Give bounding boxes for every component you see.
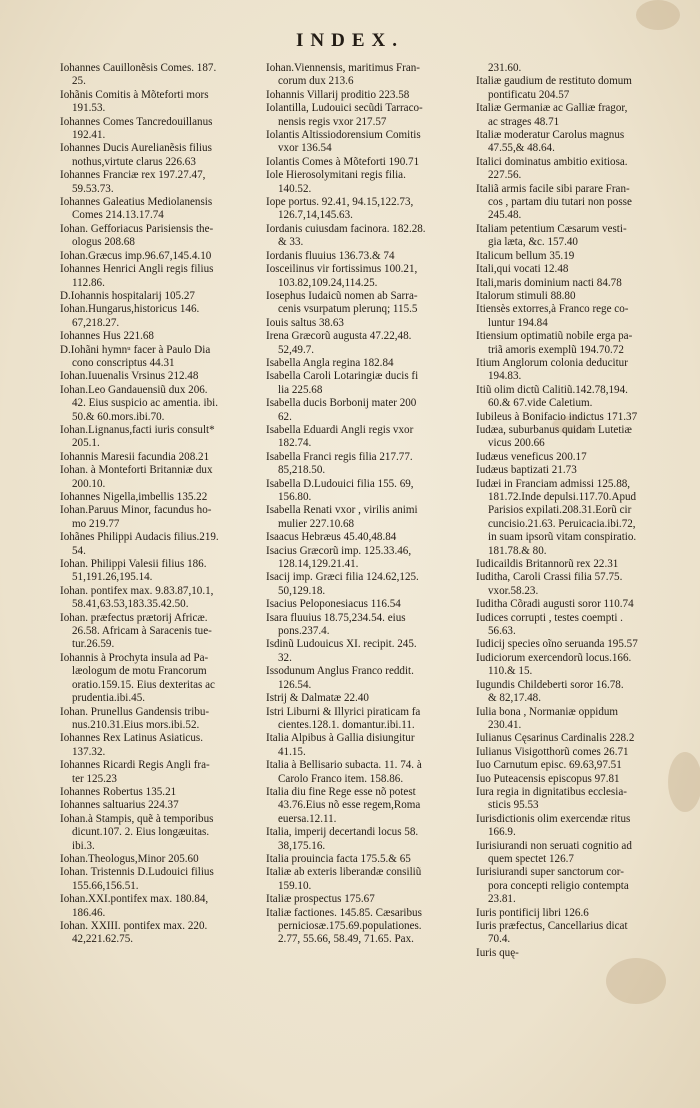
index-entry-continuation: 62. (278, 410, 292, 423)
index-entry: Isabella Angla regina 182.84 (266, 356, 394, 369)
index-entry-continuation: ter 125.23 (72, 772, 117, 785)
index-entry-continuation: mulier 227.10.68 (278, 517, 355, 530)
index-entry: Iurisdictionis olim exercendæ ritus (476, 812, 631, 825)
index-entry-continuation: 181.78.& 80. (488, 544, 547, 557)
index-entry-continuation: mo 219.77 (72, 517, 120, 530)
index-entry: Iohannes Comes Tancredouillanus (60, 115, 213, 128)
index-entry-continuation: Parisios expilati.208.31.Eorũ cir (488, 504, 632, 517)
index-entry-continuation: 47.55,& 48.64. (488, 142, 555, 155)
index-entry: Italia diu fine Rege esse nõ potest (266, 785, 416, 798)
index-entry: Iohan.Viennensis, maritimus Fran- (266, 62, 421, 74)
index-entry: D.Iohãni hymnᵘ facer à Paulo Dia (60, 343, 211, 356)
index-entry-continuation: cono conscriptus 44.31 (72, 356, 175, 369)
index-entry-continuation: 70.4. (488, 933, 511, 946)
index-entry-continuation: læologum de motu Francorum (72, 665, 207, 678)
index-entry: Iudiciorum exercendorũ locus.166. (476, 651, 632, 664)
index-entry: Iohan.Græcus imp.96.67,145.4.10 (60, 249, 212, 262)
index-entry-continuation: vicus 200.66 (488, 437, 545, 450)
index-entry-continuation: pontificatu 204.57 (488, 88, 570, 101)
index-entry-continuation: 50.& 60.mors.ibi.70. (72, 410, 165, 423)
index-entry: Italicum bellum 35.19 (476, 249, 575, 262)
foxing-stain (636, 0, 680, 30)
index-entry: Itali,maris dominium nacti 84.78 (476, 276, 622, 289)
index-entry-continuation: euersa.12.11. (278, 812, 337, 825)
index-entry: Iordanis fluuius 136.73.& 74 (266, 249, 395, 262)
index-entry: Iohannes Cauillonẽsis Comes. 187. (60, 62, 217, 74)
index-entry: Italiæ moderatur Carolus magnus (476, 129, 625, 142)
index-entry: Iohan.à Stampis, quẽ à temporibus (60, 812, 214, 825)
index-column-1 (60, 62, 260, 947)
index-entry: Isara fluuius 18.75,234.54. eius (266, 611, 406, 624)
foxing-stain (606, 958, 666, 1004)
index-entry-continuation: 205.1. (72, 437, 100, 450)
index-entry: Italiæ gaudium de restituto domum (476, 75, 632, 88)
index-entry-continuation: 110.& 15. (488, 665, 533, 678)
index-entry-continuation: prudentia.ibi.45. (72, 692, 146, 705)
index-entry: Iuditha, Caroli Crassi filia 57.75. (476, 571, 623, 584)
index-entry: Italici dominatus ambitio exitiosa. (476, 155, 628, 168)
index-entry: Iohan.Hungarus,historicus 146. (60, 303, 200, 316)
index-entry: Iulia bona , Normaniæ oppidum (476, 705, 619, 718)
index-entry-continuation: 41.15. (278, 745, 306, 758)
index-entry: Iohan. XXIII. pontifex max. 220. (60, 920, 208, 932)
index-entry: Isacius Peloponesiacus 116.54 (266, 598, 401, 611)
index-entry: Iohannes Robertus 135.21 (60, 785, 177, 798)
index-entry: Iohan. Gefforiacus Parisiensis the- (60, 222, 214, 235)
index-entry-continuation: 230.41. (488, 718, 522, 731)
index-entry: Iuo Carnutum episc. 69.63,97.51 (476, 759, 622, 772)
index-entry: Itiensès extorres,à Franco rege co- (476, 303, 629, 316)
index-entry: Italiã armis facile sibi parare Fran- (476, 182, 630, 195)
index-entry-continuation: 186.46. (72, 906, 106, 919)
index-entry-continuation: 182.74. (278, 437, 312, 450)
index-entry: Issodunum Anglus Franco reddit. (266, 665, 414, 678)
index-entry-continuation: 181.72.Inde depulsi.117.70.Apud (488, 491, 637, 503)
index-entry-continuation: oratio.159.15. Eius dexteritas ac (72, 678, 215, 691)
index-entry: Italiæ ab exteris liberandæ consiliũ (266, 866, 422, 879)
index-entry-continuation: 166.9. (488, 826, 516, 839)
index-entry-continuation: in suam ipsorũ vitam conspiratio. (488, 531, 637, 544)
index-entry-continuation: 2.77, 55.66, 58.49, 71.65. Pax. (278, 933, 414, 946)
index-entry: Isacij imp. Græci filia 124.62,125. (266, 571, 419, 584)
index-entry: Itium Anglorum colonia deducitur (476, 356, 628, 369)
index-entry: Italia, imperij decertandi locus 58. (266, 826, 419, 839)
index-entry-continuation: 85,218.50. (278, 464, 326, 477)
index-entry-continuation: 42,221.62.75. (72, 933, 134, 946)
index-entry: Istri Liburni & Illyrici piraticam fa (266, 705, 421, 718)
index-entry: Itiensium optimatiũ nobile erga pa- (476, 330, 633, 343)
index-entry: Iuris quę- (476, 946, 519, 959)
index-entry: Iudæi in Franciam admissi 125.88, (476, 477, 631, 490)
index-entry-continuation: quem spectet 126.7 (488, 852, 574, 865)
index-entry: Iosceilinus vir fortissimus 100.21, (266, 263, 418, 276)
index-entry-continuation: 192.41. (72, 129, 106, 142)
index-entry-continuation: ologus 208.68 (72, 236, 135, 249)
index-entry-continuation: pons.237.4. (278, 625, 330, 638)
index-entry: Iohan.XXI.pontifex max. 180.84, (60, 893, 209, 906)
index-entry-continuation: & 33. (278, 236, 304, 249)
index-entry: Iugundis Childeberti soror 16.78. (476, 678, 624, 691)
index-entry-continuation: 43.76.Eius nõ esse regem,Roma (278, 799, 421, 812)
index-entry-continuation: 200.10. (72, 477, 106, 490)
index-entry: Iohannes Ricardi Regis Angli fra- (60, 759, 210, 772)
index-entry: Iohãnes Philippi Audacis filius.219. (60, 531, 219, 544)
index-entry-continuation: cenis vsurpatum plerunq; 115.5 (278, 303, 418, 316)
index-entry-continuation: 25. (72, 75, 86, 88)
index-entry: Iubileus à Bonifacio indictus 171.37 (476, 410, 638, 423)
index-entry-continuation: 50,129.18. (278, 584, 326, 597)
index-entry-continuation: Comes 214.13.17.74 (72, 209, 164, 222)
index-entry-continuation: triã amoris exemplũ 194.70.72 (488, 343, 624, 356)
index-entry-continuation: 245.48. (488, 209, 522, 222)
index-entry-continuation: 52,49.7. (278, 343, 315, 356)
index-entry: Iohannes Galeatius Mediolanensis (60, 196, 213, 209)
index-entry: Italia Alpibus à Gallia disiungitur (266, 732, 415, 745)
index-entry: Isabella ducis Borbonij mater 200 (266, 397, 417, 410)
index-entry-continuation: perniciosæ.175.69.populationes. (278, 920, 422, 932)
index-entry-continuation: 59.53.73. (72, 182, 114, 195)
index-entry-continuation: 54. (72, 544, 86, 557)
index-entry: Iohannis à Prochyta insula ad Pa- (60, 651, 209, 664)
index-entry-continuation: lia 225.68 (278, 383, 323, 396)
index-entry: Iohãnis Comitis à Mõteforti mors (60, 88, 209, 101)
page-header: INDEX. (296, 30, 404, 51)
index-entry: Isaacus Hebræus 45.40,48.84 (266, 531, 397, 544)
index-entry: Isabella Renati vxor , virilis animi (266, 504, 418, 517)
index-entry: Italiam petentium Cæsarum vesti- (476, 222, 627, 235)
index-entry-continuation: & 82,17.48. (488, 692, 542, 705)
index-entry: Iohan. Prunellus Gandensis tribu- (60, 705, 210, 718)
index-entry-continuation: nensis regis vxor 217.57 (278, 115, 387, 128)
index-entry: Isabella Caroli Lotaringiæ ducis fi (266, 370, 419, 383)
index-entry: Iolantis Altissiodorensium Comitis (266, 129, 421, 142)
index-entry-continuation: 60.& 67.vide Caletium. (488, 397, 593, 410)
index-entry: Iohan. Philippi Valesii filius 186. (60, 558, 207, 571)
index-entry: Itiũ olim dictũ Calitiũ.142.78,194. (476, 383, 628, 396)
index-entry-continuation: 23.81. (488, 893, 516, 906)
index-entry: Iohannes Nigella,imbellis 135.22 (60, 491, 208, 503)
index-entry: Iulianus Cęsarinus Cardinalis 228.2 (476, 732, 635, 745)
index-entry-continuation: 128.14,129.21.41. (278, 558, 359, 571)
index-entry: Iohan. pontifex max. 9.83.87,10.1, (60, 584, 214, 597)
index-entry-continuation: 58.41,63.53,183.35.42.50. (72, 598, 189, 611)
index-entry: Iohan.Paruus Minor, facundus ho- (60, 504, 212, 517)
index-entry: Iudicaildis Britannorũ rex 22.31 (476, 558, 619, 571)
index-entry: Iuris pontificij libri 126.6 (476, 906, 589, 919)
index-entry-continuation: 231.60. (488, 62, 522, 74)
index-entry-continuation: 51,191.26,195.14. (72, 571, 153, 584)
index-entry: Iohan. præfectus prætorij Africæ. (60, 611, 208, 624)
index-entry-continuation: 38,175.16. (278, 839, 326, 852)
index-entry-continuation: 32. (278, 651, 292, 664)
index-entry: Italiæ prospectus 175.67 (266, 893, 375, 906)
index-entry-continuation: Carolo Franco item. 158.86. (278, 772, 404, 785)
index-entry-continuation: 42. Eius suspicio ac amentia. ibi. (72, 397, 219, 410)
index-entry-continuation: 112.86. (72, 276, 105, 289)
index-entry-continuation: 126.54. (278, 678, 312, 691)
index-entry: Iudicij species oĩno seruanda 195.57 (476, 638, 638, 651)
index-entry-continuation: nothus,virtute clarus 226.63 (72, 155, 196, 168)
index-entry-continuation: 137.32. (72, 745, 106, 758)
index-entry: Iohannes Henrici Angli regis filius (60, 263, 214, 276)
index-entry: Italia prouincia facta 175.5.& 65 (266, 852, 411, 865)
index-entry: Iurisiurandi non seruati cognitio ad (476, 839, 632, 852)
index-entry: Isabella Eduardi Angli regis vxor (266, 423, 414, 436)
index-entry: Isdinũ Ludouicus XI. recipit. 245. (266, 638, 417, 651)
index-entry: Iohannes Hus 221.68 (60, 330, 154, 343)
index-entry: Italiæ factiones. 145.85. Cæsaribus (266, 906, 422, 919)
index-entry: Iohan.Theologus,Minor 205.60 (60, 852, 199, 865)
index-entry-continuation: gia læta, &c. 157.40 (488, 236, 578, 249)
index-entry-continuation: 126.7,14,145.63. (278, 209, 353, 222)
index-entry: Iulianus Visigotthorũ comes 26.71 (476, 745, 629, 758)
index-entry: Iudæus baptizati 21.73 (476, 464, 577, 477)
index-entry: D.Iohannis hospitalarij 105.27 (60, 289, 195, 302)
index-entry: Iolantilla, Ludouici secũdi Tarraco- (266, 102, 423, 115)
index-entry-continuation: ac strages 48.71 (488, 115, 560, 128)
index-entry: Iole Hierosolymitani regis filia. (266, 169, 406, 182)
index-entry: Istrij & Dalmatæ 22.40 (266, 692, 369, 705)
index-entry: Italia à Bellisario subacta. 11. 74. à (266, 759, 422, 772)
index-entry-continuation: luntur 194.84 (488, 316, 548, 329)
index-entry-continuation: cos , partam diu tutari non posse (488, 196, 632, 209)
index-entry-continuation: 159.10. (278, 879, 312, 892)
index-entry: Iuditha Cõradi augusti soror 110.74 (476, 598, 634, 611)
index-entry-continuation: sticis 95.53 (488, 799, 539, 812)
index-entry: Iudæa, suburbanus quidam Lutetiæ (476, 423, 632, 436)
index-entry-continuation: 103.82,109.24,114.25. (278, 276, 378, 289)
index-entry: Iohan.Iuuenalis Vrsinus 212.48 (60, 370, 199, 383)
index-entry-continuation: 156.80. (278, 491, 312, 503)
index-entry-continuation: 56.63. (488, 625, 516, 638)
index-entry: Iohan. Tristennis D.Ludouici filius (60, 866, 214, 879)
index-entry-continuation: 140.52. (278, 182, 312, 195)
index-entry: Iosephus Iudaicũ nomen ab Sarra- (266, 289, 418, 302)
index-entry-continuation: 67,218.27. (72, 316, 120, 329)
index-entry: Isacius Græcorũ imp. 125.33.46, (266, 544, 412, 557)
index-entry-continuation: cientes.128.1. domantur.ibi.11. (278, 718, 415, 731)
index-entry-continuation: pora concepti religio contempta (488, 879, 629, 892)
index-entry: Iudæus veneficus 200.17 (476, 450, 587, 463)
index-entry: Iohannes Franciæ rex 197.27.47, (60, 169, 206, 182)
index-entry: Iohan.Lignanus,facti iuris consult* (60, 423, 215, 436)
index-entry: Iope portus. 92.41, 94.15,122.73, (266, 196, 414, 209)
index-entry: Iordanis cuiusdam facinora. 182.28. (266, 222, 426, 235)
index-entry-continuation: vxor 136.54 (278, 142, 332, 155)
index-entry-continuation: vxor.58.23. (488, 584, 539, 597)
index-entry: Iohan. à Monteforti Britanniæ dux (60, 464, 213, 477)
index-entry: Iohannes Rex Latinus Asiaticus. (60, 732, 203, 745)
index-entry: Isabella D.Ludouici filia 155. 69, (266, 477, 414, 490)
index-column-2 (266, 62, 472, 947)
index-entry: Iurisiurandi super sanctorum cor- (476, 866, 624, 879)
index-entry-continuation: cuncisio.21.63. Peruicacia.ibi.72, (488, 517, 636, 530)
index-entry-continuation: dicunt.107. 2. Eius longæuitas. (72, 826, 210, 839)
index-entry-continuation: 155.66,156.51. (72, 879, 139, 892)
index-entry-continuation: tur.26.59. (72, 638, 115, 651)
index-entry: Italiæ Germaniæ ac Galliæ fragor, (476, 102, 628, 115)
index-entry: Iuris præfectus, Cancellarius dicat (476, 920, 628, 932)
index-entry-continuation: 227.56. (488, 169, 522, 182)
index-entry: Itali,qui vocati 12.48 (476, 263, 569, 276)
index-entry-continuation: corum dux 213.6 (278, 75, 354, 88)
index-entry-continuation: nus.210.31.Eius mors.ibi.52. (72, 718, 200, 731)
index-entry: Iohannes Ducis Aurelianẽsis filius (60, 142, 212, 155)
index-entry-continuation: ibi.3. (72, 839, 95, 852)
index-entry: Iudices corrupti , testes coempti . (476, 611, 623, 624)
index-entry: Iuo Puteacensis episcopus 97.81 (476, 772, 620, 785)
index-entry: Italorum stimuli 88.80 (476, 289, 576, 302)
index-entry: Iohan.Leo Gandauensiũ dux 206. (60, 383, 208, 396)
index-entry: Isabella Franci regis filia 217.77. (266, 450, 413, 463)
index-entry: Iohannis Maresii facundia 208.21 (60, 450, 210, 463)
index-entry-continuation: 191.53. (72, 102, 106, 115)
index-entry: Iolantis Comes à Mõteforti 190.71 (266, 155, 420, 168)
index-entry-continuation: 194.83. (488, 370, 522, 383)
index-column-3 (476, 62, 688, 960)
index-entry: Iohannes saltuarius 224.37 (60, 799, 179, 812)
index-entry: Iohannis Villarij proditio 223.58 (266, 88, 410, 101)
index-entry: Iura regia in dignitatibus ecclesia- (476, 785, 627, 798)
index-entry-continuation: 26.58. Africam à Saracenis tue- (72, 625, 212, 638)
index-entry: Irena Græcorũ augusta 47.22,48. (266, 330, 412, 343)
index-entry: Iouis saltus 38.63 (266, 316, 344, 329)
